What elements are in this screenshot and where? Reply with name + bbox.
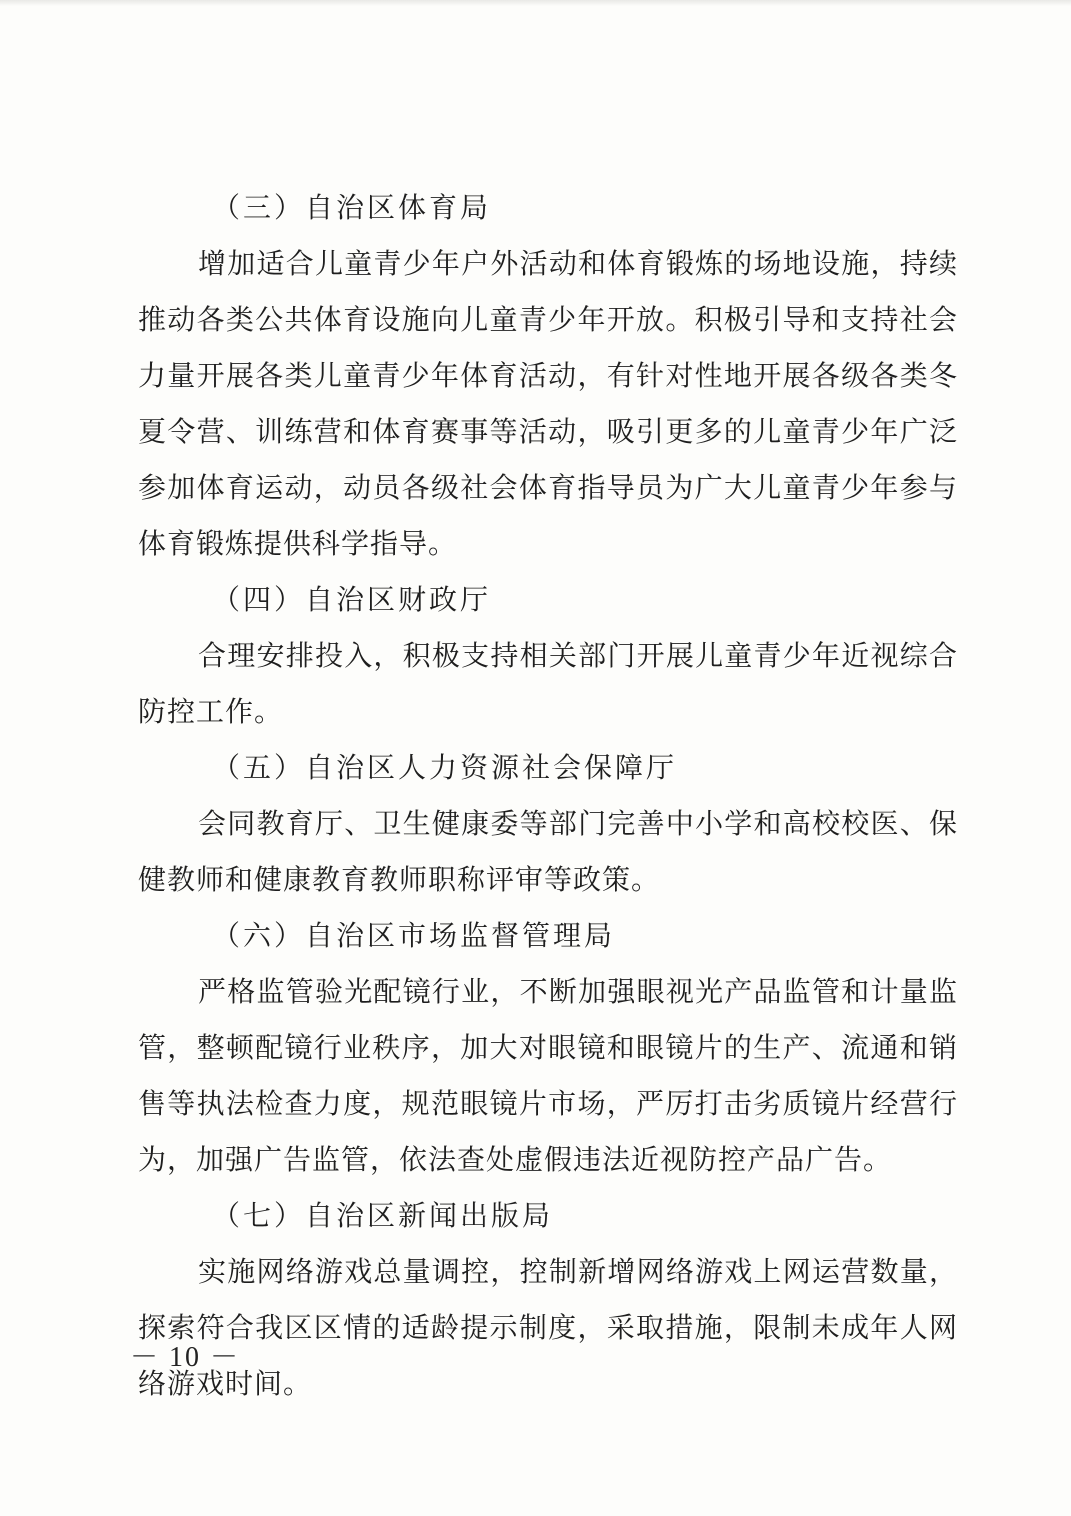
section-heading: （四）自治区财政厅: [212, 583, 492, 616]
page-number: － 10 －: [130, 1342, 241, 1373]
section-human-resources-department: [138, 740, 958, 908]
paragraph-line: 实施网络游戏总量调控，控制新增网络游戏上网运营数量，: [198, 1255, 958, 1288]
paragraph-line: 会同教育厅、卫生健康委等部门完善中小学和高校校医、保: [198, 807, 958, 840]
section-finance-department: [138, 572, 958, 740]
paragraph-line: 为，加强广告监管，依法查处虚假违法近视防控产品广告。: [138, 1143, 893, 1176]
paragraph-line: 合理安排投入，积极支持相关部门开展儿童青少年近视综合: [198, 639, 958, 672]
paragraph-line: 售等执法检查力度，规范眼镜片市场，严厉打击劣质镜片经营行: [138, 1087, 958, 1120]
section-heading: （七）自治区新闻出版局: [212, 1199, 554, 1232]
paragraph-line: 力量开展各类儿童青少年体育活动，有针对性地开展各级各类冬: [138, 359, 958, 392]
section-heading: （三）自治区体育局: [212, 191, 492, 224]
section-heading: （五）自治区人力资源社会保障厅: [212, 751, 678, 784]
scan-top-edge: [0, 0, 1071, 6]
document-body: [138, 180, 958, 1412]
paragraph-line: 推动各类公共体育设施向儿童青少年开放。积极引导和支持社会: [138, 303, 958, 336]
section-press-publication-bureau: [138, 1188, 958, 1412]
paragraph-line: 探索符合我区区情的适龄提示制度，采取措施，限制未成年人网: [138, 1311, 958, 1344]
section-heading: （六）自治区市场监督管理局: [212, 919, 616, 952]
paragraph-line: 体育锻炼提供科学指导。: [138, 527, 458, 560]
paragraph-line: 夏令营、训练营和体育赛事等活动，吸引更多的儿童青少年广泛: [138, 415, 958, 448]
section-market-regulation-bureau: [138, 908, 958, 1188]
paragraph-line: 健教师和健康教育教师职称评审等政策。: [138, 863, 661, 896]
paragraph-line: 络游戏时间。: [138, 1367, 313, 1400]
paragraph-line: 防控工作。: [138, 695, 284, 728]
paragraph-line: 增加适合儿童青少年户外活动和体育锻炼的场地设施，持续: [198, 247, 958, 280]
paragraph-line: 管，整顿配镜行业秩序，加大对眼镜和眼镜片的生产、流通和销: [138, 1031, 958, 1064]
paragraph-line: 参加体育运动，动员各级社会体育指导员为广大儿童青少年参与: [138, 471, 958, 504]
section-sports-bureau: [138, 180, 958, 572]
paragraph-line: 严格监管验光配镜行业，不断加强眼视光产品监管和计量监: [198, 975, 958, 1008]
